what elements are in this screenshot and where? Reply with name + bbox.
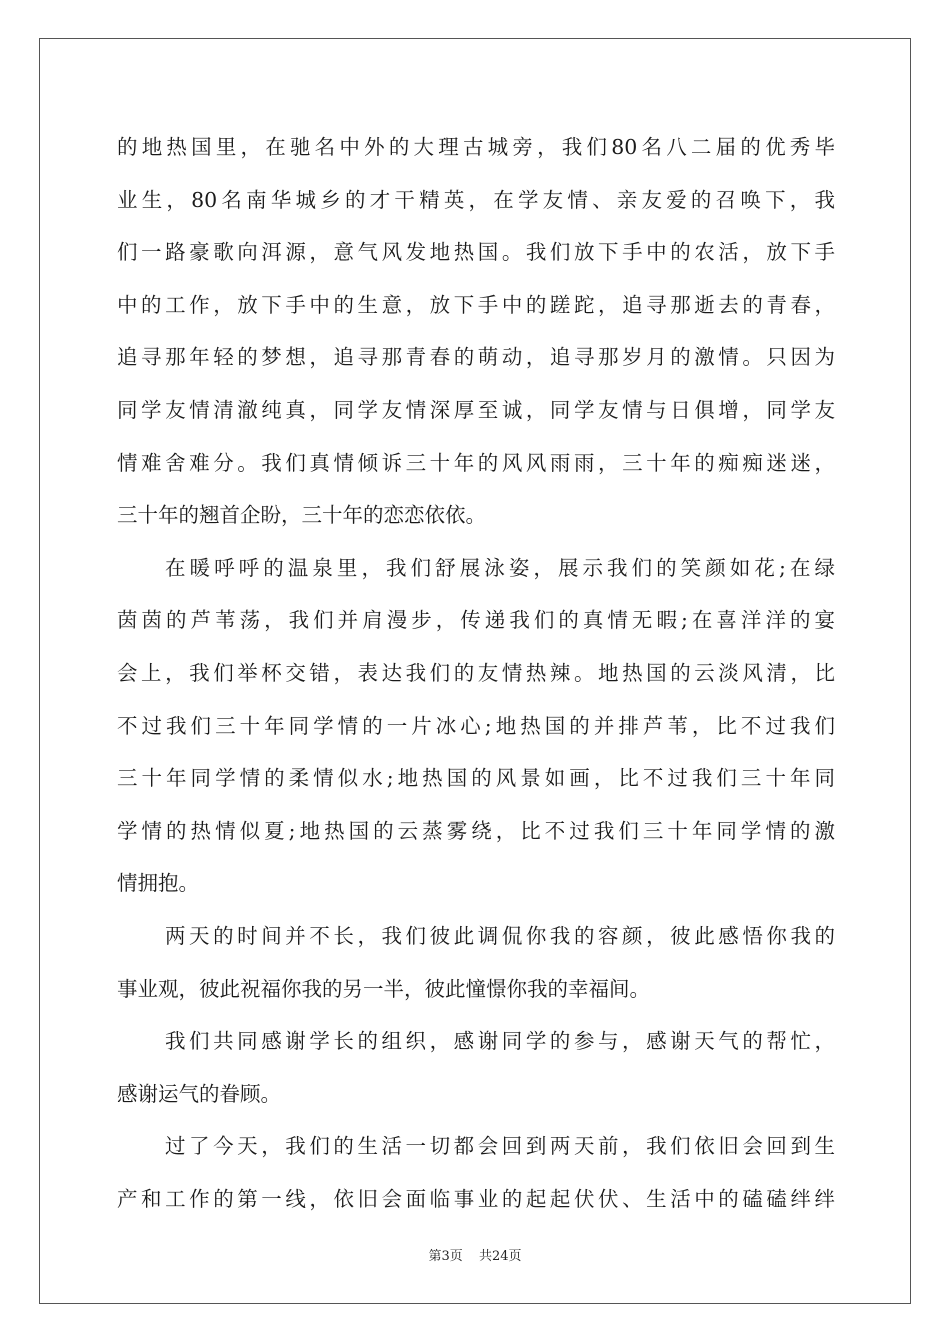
page-total: 共24页 xyxy=(478,1249,522,1264)
paragraph xyxy=(117,121,835,542)
text-line: 不过我们三十年同学情的一片冰心;地热国的并排芦苇，比不过我们 xyxy=(117,713,835,738)
text-line: 事业观，彼此祝福你我的另一半，彼此憧憬你我的幸福间。 xyxy=(117,976,650,1001)
text-line: 追寻那年轻的梦想，追寻那青春的萌动，追寻那岁月的激情。只因为 xyxy=(117,345,835,370)
text-line: 在暖呼呼的温泉里，我们舒展泳姿，展示我们的笑颜如花;在绿 xyxy=(165,555,835,580)
text-line: 情难舍难分。我们真情倾诉三十年的风风雨雨，三十年的痴痴迷迷， xyxy=(117,450,835,475)
text-line: 中的工作，放下手中的生意，放下手中的蹉跎，追寻那逝去的青春， xyxy=(117,292,835,317)
text-line: 学情的热情似夏;地热国的云蒸雾绕，比不过我们三十年同学情的激 xyxy=(117,818,835,843)
text-line: 会上，我们举杯交错，表达我们的友情热辣。地热国的云淡风清，比 xyxy=(117,660,835,685)
text-line: 过了今天，我们的生活一切都会回到两天前，我们依旧会回到生 xyxy=(165,1134,835,1159)
paragraph xyxy=(117,1120,835,1225)
text-line: 感谢运气的眷顾。 xyxy=(117,1081,281,1106)
page-number: 第3页 xyxy=(428,1249,463,1264)
text-line: 三十年同学情的柔情似水;地热国的风景如画，比不过我们三十年同 xyxy=(117,766,835,791)
text-line: 业生，80名南华城乡的才干精英，在学友情、亲友爱的召唤下，我 xyxy=(117,187,835,212)
text-line: 三十年的翘首企盼，三十年的恋恋依依。 xyxy=(117,503,486,528)
text-line: 情拥抱。 xyxy=(117,871,199,896)
document-body xyxy=(117,121,835,1225)
text-line: 茵茵的芦苇荡，我们并肩漫步，传递我们的真情无暇;在喜洋洋的宴 xyxy=(117,608,835,633)
page-footer xyxy=(0,1245,950,1264)
text-line: 同学友情清澈纯真，同学友情深厚至诚，同学友情与日俱增，同学友 xyxy=(117,397,835,422)
paragraph xyxy=(117,910,835,1015)
text-line: 产和工作的第一线，依旧会面临事业的起起伏伏、生活中的磕磕绊绊 xyxy=(117,1186,835,1211)
paragraph xyxy=(117,1015,835,1120)
text-line: 我们共同感谢学长的组织，感谢同学的参与，感谢天气的帮忙， xyxy=(165,1029,835,1054)
text-line: 的地热国里，在驰名中外的大理古城旁，我们80名八二届的优秀毕 xyxy=(117,135,835,159)
paragraph xyxy=(117,542,835,910)
text-line: 们一路豪歌向洱源，意气风发地热国。我们放下手中的农活，放下手 xyxy=(117,240,835,265)
text-line: 两天的时间并不长，我们彼此调侃你我的容颜，彼此感悟你我的 xyxy=(165,923,835,948)
